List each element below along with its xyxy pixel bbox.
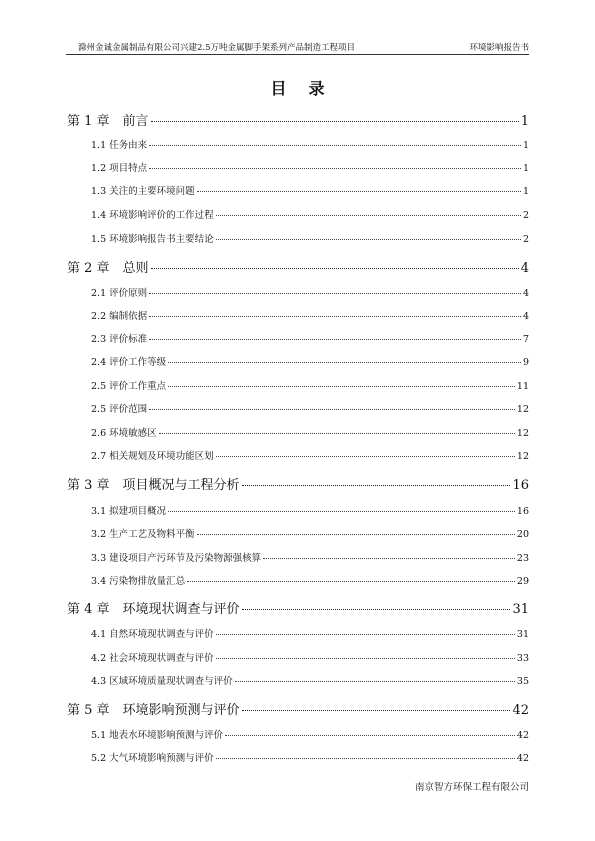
- toc-entry-label: 2.1 评价原则: [91, 288, 148, 299]
- header-document-type: 环境影响报告书: [469, 43, 529, 53]
- dot-leader: [242, 710, 511, 711]
- toc-entry-page-number: 23: [516, 553, 529, 564]
- toc-entry-page-number: 29: [516, 576, 529, 587]
- toc-entry-label: 3.3 建设项目产污环节及污染物源强核算: [91, 553, 262, 564]
- dot-leader: [149, 168, 521, 169]
- running-header: [66, 40, 529, 55]
- toc-entry-page-number: 1: [520, 114, 529, 129]
- toc-entry-page-number: 31: [516, 629, 529, 640]
- toc-section-entry[interactable]: [91, 354, 529, 368]
- toc-section-entry[interactable]: [91, 401, 529, 415]
- dot-leader: [216, 456, 515, 457]
- company-footer: 南京智方环保工程有限公司: [414, 782, 529, 793]
- toc-title: 目录: [270, 79, 347, 98]
- toc-entry-page-number: 16: [516, 506, 529, 517]
- toc-section-entry[interactable]: [91, 378, 529, 392]
- dot-leader: [187, 581, 515, 582]
- toc-entry-label: 第 3 章 项目概况与工程分析: [67, 478, 240, 493]
- dot-leader: [149, 409, 515, 410]
- dot-leader: [151, 121, 519, 122]
- toc-entry-label: 5.2 大气环境影响预测与评价: [91, 753, 214, 764]
- toc-entry-label: 1.5 环境影响报告书主要结论: [91, 234, 214, 245]
- toc-section-entry[interactable]: [91, 137, 529, 151]
- dot-leader: [242, 485, 511, 486]
- toc-entry-label: 1.3 关注的主要环境问题: [91, 186, 195, 197]
- toc-chapter-entry[interactable]: [67, 598, 529, 617]
- dot-leader: [225, 735, 515, 736]
- dot-leader: [216, 634, 515, 635]
- toc-entry-label: 2.6 环境敏感区: [91, 428, 157, 439]
- toc-entry-page-number: 12: [516, 404, 529, 415]
- dot-leader: [168, 362, 521, 363]
- toc-section-entry[interactable]: [91, 231, 529, 245]
- toc-entry-label: 3.4 污染物排放量汇总: [91, 576, 186, 587]
- toc-section-entry[interactable]: [91, 308, 529, 322]
- dot-leader: [242, 609, 511, 610]
- toc-entry-page-number: 1: [522, 163, 529, 174]
- toc-entry-label: 4.1 自然环境现状调查与评价: [91, 629, 214, 640]
- dot-leader: [235, 681, 515, 682]
- toc-entry-page-number: 16: [512, 478, 529, 493]
- toc-section-entry[interactable]: [91, 650, 529, 664]
- toc-entry-label: 1.1 任务由来: [91, 140, 148, 151]
- dot-leader: [159, 433, 515, 434]
- toc-entry-page-number: 42: [512, 703, 529, 718]
- toc-entry-label: 2.5 评价工作重点: [91, 381, 167, 392]
- toc-entry-label: 第 1 章 前言: [67, 114, 149, 129]
- dot-leader: [149, 316, 521, 317]
- dot-leader: [216, 758, 515, 759]
- toc-entry-page-number: 9: [522, 357, 529, 368]
- toc-entry-page-number: 35: [516, 676, 529, 687]
- dot-leader: [151, 268, 519, 269]
- dot-leader: [149, 293, 521, 294]
- toc-section-entry[interactable]: [91, 727, 529, 741]
- toc-section-entry[interactable]: [91, 425, 529, 439]
- toc-section-entry[interactable]: [91, 331, 529, 345]
- toc-chapter-entry[interactable]: [67, 257, 529, 276]
- dot-leader: [149, 339, 521, 340]
- toc-section-entry[interactable]: [91, 448, 529, 462]
- toc-section-entry[interactable]: [91, 673, 529, 687]
- toc-section-entry[interactable]: [91, 550, 529, 564]
- toc-entry-label: 第 5 章 环境影响预测与评价: [67, 703, 240, 718]
- dot-leader: [168, 511, 515, 512]
- toc-section-entry[interactable]: [91, 750, 529, 764]
- toc-entry-page-number: 31: [512, 602, 529, 617]
- toc-section-entry[interactable]: [91, 626, 529, 640]
- toc-chapter-entry[interactable]: [67, 699, 529, 718]
- toc-entry-page-number: 12: [516, 451, 529, 462]
- dot-leader: [216, 239, 521, 240]
- toc-entry-label: 2.7 相关规划及环境功能区划: [91, 451, 214, 462]
- toc-entry-page-number: 1: [522, 140, 529, 151]
- toc-entry-page-number: 42: [516, 753, 529, 764]
- dot-leader: [168, 386, 515, 387]
- dot-leader: [149, 145, 521, 146]
- toc-entry-page-number: 2: [522, 234, 529, 245]
- toc-chapter-entry[interactable]: [67, 110, 529, 129]
- toc-entry-label: 2.4 评价工作等级: [91, 357, 167, 368]
- toc-entry-label: 1.2 项目特点: [91, 163, 148, 174]
- toc-entry-page-number: 1: [522, 186, 529, 197]
- toc-entry-page-number: 4: [522, 288, 529, 299]
- toc-section-entry[interactable]: [91, 160, 529, 174]
- toc-section-entry[interactable]: [91, 573, 529, 587]
- dot-leader: [197, 534, 515, 535]
- dot-leader: [263, 558, 515, 559]
- toc-entry-page-number: 42: [516, 730, 529, 741]
- toc-entry-label: 第 2 章 总则: [67, 261, 149, 276]
- toc-entry-label: 5.1 地表水环境影响预测与评价: [91, 730, 224, 741]
- toc-entry-label: 4.2 社会环境现状调查与评价: [91, 653, 214, 664]
- dot-leader: [216, 215, 521, 216]
- toc-entry-label: 3.1 拟建项目概况: [91, 506, 167, 517]
- toc-entry-page-number: 4: [520, 261, 529, 276]
- toc-section-entry[interactable]: [91, 183, 529, 197]
- dot-leader: [197, 191, 521, 192]
- toc-entry-label: 2.3 评价标准: [91, 334, 148, 345]
- dot-leader: [216, 658, 515, 659]
- toc-entry-page-number: 12: [516, 428, 529, 439]
- toc-section-entry[interactable]: [91, 207, 529, 221]
- toc-entry-page-number: 20: [516, 529, 529, 540]
- toc-entry-page-number: 4: [522, 311, 529, 322]
- toc-chapter-entry[interactable]: [67, 474, 529, 493]
- toc-entry-page-number: 7: [522, 334, 529, 345]
- toc-entry-page-number: 11: [516, 381, 529, 392]
- toc-entry-label: 1.4 环境影响评价的工作过程: [91, 210, 214, 221]
- toc-section-entry[interactable]: [91, 526, 529, 540]
- toc-entry-page-number: 2: [522, 210, 529, 221]
- toc-section-entry[interactable]: [91, 503, 529, 517]
- toc-entry-page-number: 33: [516, 653, 529, 664]
- toc-entry-label: 2.2 编制依据: [91, 311, 148, 322]
- toc-entry-label: 3.2 生产工艺及物料平衡: [91, 529, 195, 540]
- toc-entry-label: 4.3 区域环境质量现状调查与评价: [91, 676, 233, 687]
- toc-entry-label: 第 4 章 环境现状调查与评价: [67, 602, 240, 617]
- header-project-title: 滁州金诚金属制品有限公司兴建2.5万吨金属脚手架系列产品制造工程项目: [78, 43, 356, 53]
- toc-entry-label: 2.5 评价范围: [91, 404, 148, 415]
- toc-section-entry[interactable]: [91, 285, 529, 299]
